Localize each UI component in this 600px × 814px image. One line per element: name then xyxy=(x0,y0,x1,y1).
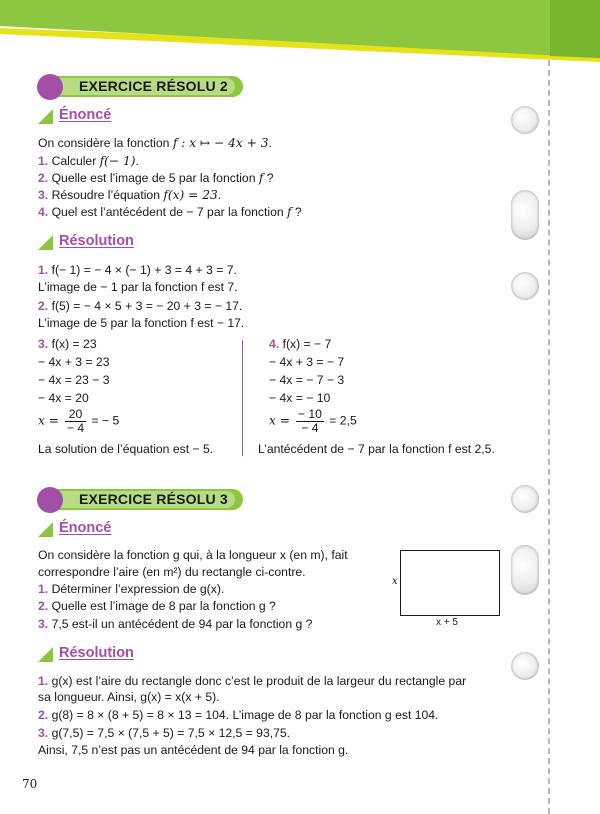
resolution-3-head: 3. f(x) = 23 xyxy=(38,337,97,351)
side-label: x xyxy=(392,576,398,587)
resolution-3: 3. g(7,5) = 7,5 × (7,5 + 5) = 7,5 × 12,5 = 93,75. xyxy=(38,726,291,740)
question-4: 4. Quel est l’antécédent de − 7 par la fonction f ? xyxy=(38,205,302,219)
question-2: 2. Quelle est l’image de 8 par la fonction g ? xyxy=(38,599,276,613)
resolution-1-conclusion: L’image de − 1 par la fonction f est 7. xyxy=(38,280,238,294)
header-circle xyxy=(37,487,63,513)
resolution-4-conclusion: L’antécédent de − 7 par la fonction f est 2,5. xyxy=(258,442,495,456)
binder-hole xyxy=(511,652,539,680)
equation-step: − 4x = 23 − 3 xyxy=(38,373,110,387)
equation-step: − 4x + 3 = 23 xyxy=(38,355,110,369)
section-title: Résolution xyxy=(59,645,134,661)
equation-step: − 4x = 20 xyxy=(38,391,89,405)
question-3: 3. 7,5 est-il un antécédent de 94 par la fonction g ? xyxy=(38,617,313,631)
equation-step: − 4x = − 7 − 3 xyxy=(269,373,345,387)
resolution-1-line-2: sa longueur. Ainsi, g(x) = x(x + 5). xyxy=(38,690,220,704)
question-2: 2. Quelle est l’image de 5 par la fonction f ? xyxy=(38,171,274,185)
binder-hole xyxy=(511,190,539,240)
fraction: $\frac{- 10}{- 4}$ xyxy=(297,407,322,435)
rectangle-figure xyxy=(400,550,500,616)
statement-intro-line-2: correspondre l’aire (en m²) du rectangle ci-contre. xyxy=(38,565,306,579)
question-1: 1. Déterminer l’expression de g(x). xyxy=(38,582,225,596)
section-title: Énoncé xyxy=(59,107,112,123)
statement-intro-line-1: On considère la fonction g qui, à la longueur x (en m), fait xyxy=(38,548,348,562)
resolution-4-head: 4. f(x) = − 7 xyxy=(269,337,332,351)
fraction: $\frac{20}{- 4}$ xyxy=(66,407,85,435)
resolution-2: 2. g(8) = 8 × (8 + 5) = 8 × 13 = 104. L’image de 8 par la fonction g est 104. xyxy=(38,708,439,722)
question-1: 1. Calculer f(− 1). xyxy=(38,154,139,168)
resolution-2: 2. f(5) = − 4 × 5 + 3 = − 20 + 3 = − 17. xyxy=(38,299,243,313)
equation-step: − 4x = − 10 xyxy=(269,391,331,405)
bottom-label: x + 5 xyxy=(436,617,458,628)
section-flag-icon xyxy=(38,109,53,124)
binder-hole xyxy=(511,106,539,134)
binder-hole xyxy=(511,272,539,300)
resolution-2-conclusion: L’image de 5 par la fonction f est − 17. xyxy=(38,316,245,330)
equation-fraction: x = $\frac{20}{- 4}$ = − 5 xyxy=(38,407,120,435)
banner-dark-green-strip xyxy=(550,0,600,58)
exercise-2-header xyxy=(37,74,243,98)
resolution-1: 1. f(− 1) = − 4 × (− 1) + 3 = 4 + 3 = 7. xyxy=(38,263,237,277)
page-number: 70 xyxy=(22,777,38,791)
section-title: Résolution xyxy=(59,233,134,249)
column-divider xyxy=(242,340,243,456)
section-title: Énoncé xyxy=(59,520,112,536)
equation-fraction: x = $\frac{- 10}{- 4}$ = 2,5 xyxy=(269,407,357,435)
resolution-3-conclusion: Ainsi, 7,5 n’est pas un antécédent de 94 par la fonction g. xyxy=(38,743,349,757)
equation-step: − 4x + 3 = − 7 xyxy=(269,355,345,369)
resolution-1: 1. g(x) est l’aire du rectangle donc c’est le produit de la largeur du rectangle par xyxy=(38,674,467,688)
statement-intro: On considère la fonction f : x ↦ − 4x + 3. xyxy=(38,136,272,150)
top-banner xyxy=(0,0,600,70)
header-circle xyxy=(37,74,63,100)
section-flag-icon xyxy=(38,647,53,662)
resolution-3-conclusion: La solution de l’équation est − 5. xyxy=(38,442,214,456)
binder-hole xyxy=(511,485,539,513)
exercise-title: EXERCICE RÉSOLU 3 xyxy=(79,491,228,507)
binder-hole xyxy=(511,545,539,595)
banner-green-band xyxy=(0,0,600,58)
exercise-3-header xyxy=(37,487,243,511)
perforation-line xyxy=(548,60,550,814)
exercise-title: EXERCICE RÉSOLU 2 xyxy=(79,78,228,94)
question-3: 3. Résoudre l’équation f(x) = 23. xyxy=(38,188,222,202)
section-flag-icon xyxy=(38,522,53,537)
section-flag-icon xyxy=(38,235,53,250)
